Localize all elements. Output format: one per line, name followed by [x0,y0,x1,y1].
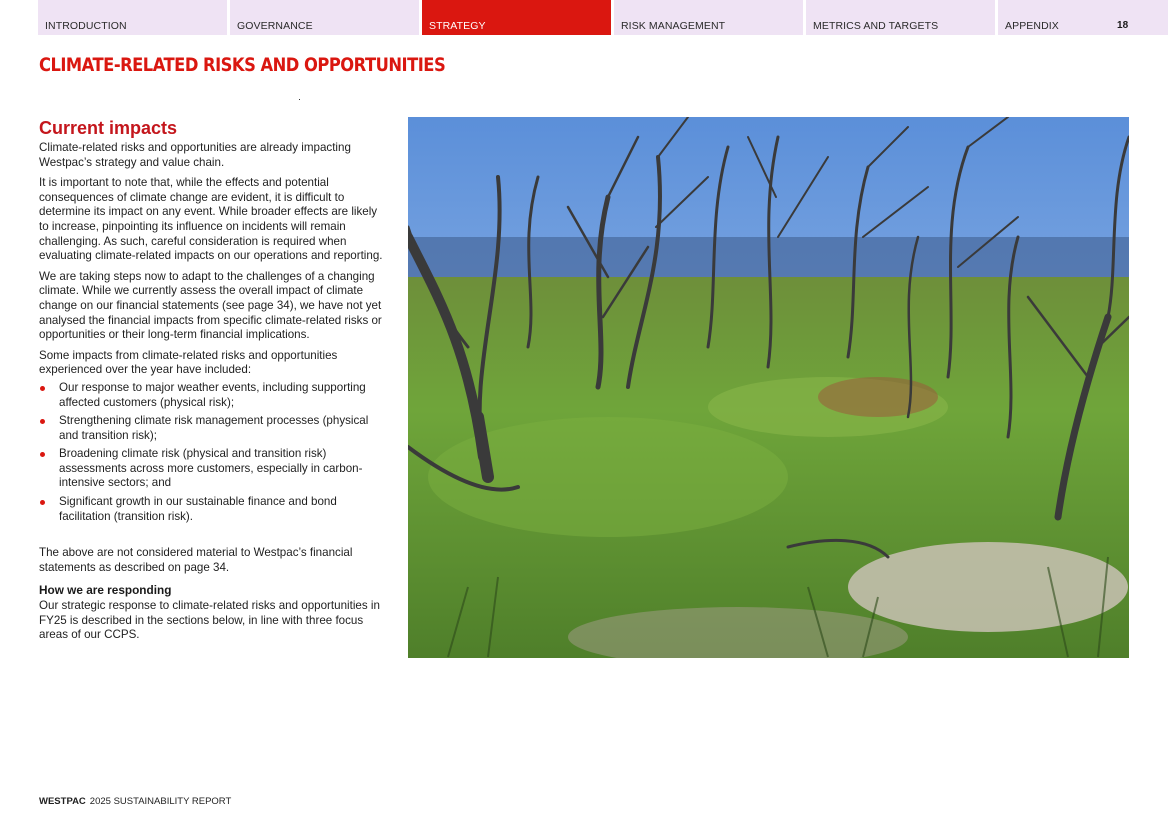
paragraph: Some impacts from climate-related risks and opportunities experienced over the year have included: [39,348,338,377]
list-item [39,447,385,491]
tab-label: GOVERNANCE [237,20,313,32]
tab-metrics-and-targets[interactable] [806,0,995,35]
tab-label: APPENDIX [1005,20,1059,32]
tab-label: METRICS AND TARGETS [813,20,939,32]
tab-risk-management[interactable] [614,0,803,35]
list-item-text: Significant growth in our sustainable finance and bond facilitation (transition risk). [59,495,337,523]
impacts-list [39,381,385,524]
list-item-text: Strengthening climate risk management processes (physical and transition risk); [59,414,369,442]
top-navigation [38,0,1168,35]
paragraph: It is important to note that, while the effects and potential consequences of climate change are evident, it is difficult to determine its impact on any event. While broader effects are likely to increase, pinpointing its influence on incidents will remain challenging. As such, careful consideration is required when evaluating climate-related impacts on our operations and reporting. [39,176,383,263]
list-item-text: Our response to major weather events, including supporting affected customers (physical risk); [59,380,366,409]
footer-report-title: 2025 SUSTAINABILITY REPORT [89,796,232,807]
closing-paragraph: The above are not considered material to Westpac’s financial statements as described on page 34. [39,546,353,574]
regrowth-landscape-photo [408,117,1129,658]
paragraph: Climate-related risks and opportunities are already impacting Westpac’s strategy and value chain. [39,141,351,169]
stray-dot [299,99,300,100]
list-item [39,495,385,524]
tab-introduction[interactable] [38,0,227,35]
response-paragraph: Our strategic response to climate-related risks and opportunities in FY25 is described in the sections below, in line with three focus areas of our CCPS. [39,599,380,642]
list-item [39,414,385,443]
responding-subheading: How we are responding [39,583,172,598]
list-item [39,381,385,410]
tab-strategy[interactable] [422,0,611,35]
bullet-icon [40,419,45,424]
tab-governance[interactable] [230,0,419,35]
content-column [39,117,385,649]
list-item-text: Broadening climate risk (physical and transition risk) assessments across more customers, especially in carbon-intensive sectors; and [59,447,363,490]
tab-label: RISK MANAGEMENT [621,20,726,32]
page-number: 18 [1117,20,1129,31]
tab-label: STRATEGY [429,20,486,32]
paragraph: We are taking steps now to adapt to the challenges of a changing climate. While we currently assess the overall impact of climate change on our financial statements (see page 34), we have not yet analysed the financial impacts from specific climate-related risks or opportunities or their long-term financial implications. [39,269,382,342]
tab-appendix[interactable] [998,0,1168,35]
bullet-icon [40,386,45,391]
current-impacts-heading: Current impacts [39,118,178,138]
tab-label: INTRODUCTION [45,20,127,32]
bullet-icon [40,452,45,457]
bullet-icon [40,500,45,505]
section-title: CLIMATE-RELATED RISKS AND OPPORTUNITIES [39,54,446,76]
footer-brand: WESTPAC [39,796,86,807]
footer [39,796,231,807]
